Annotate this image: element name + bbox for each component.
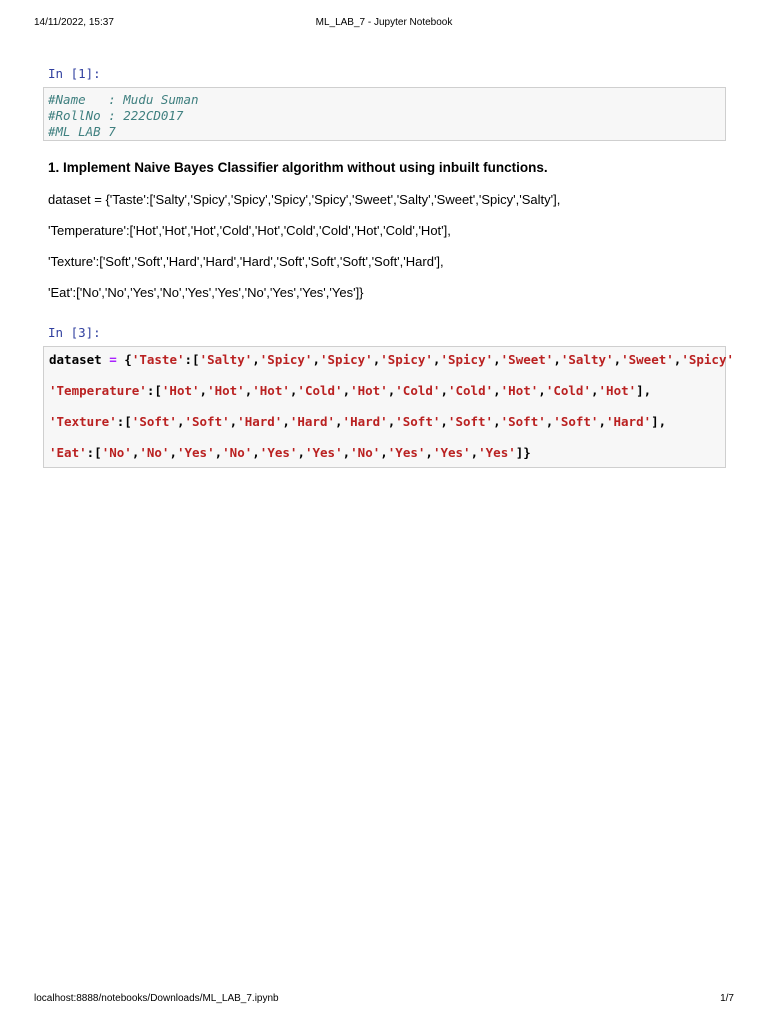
code-string: 'Cold' [297,383,343,398]
code-punct: , [289,383,298,398]
code-string: 'Temperature' [49,383,147,398]
code-string: 'Spicy' [259,352,313,367]
code-string: 'Hard' [289,414,336,429]
code-line-3 [49,414,666,429]
code-punct: , [372,352,381,367]
code-string: 'Soft' [447,414,494,429]
markdown-line: 'Eat':['No','No','Yes','No','Yes','Yes','No','Yes','Yes','Yes']} [48,285,364,300]
code-string: 'Yes' [176,445,215,460]
code-punct: , [425,445,433,460]
code-string: 'Yes' [259,445,298,460]
code-punct: { [124,352,132,367]
code-line-1 [49,352,734,367]
code-line-4 [49,445,531,460]
comment-line: #RollNo : 222CD017 [48,108,184,123]
code-line-2 [49,383,651,398]
code-punct: , [387,414,396,429]
code-punct: , [432,352,441,367]
code-punct: , [131,445,140,460]
code-string: 'No' [350,445,381,460]
code-punct: , [252,352,260,367]
code-string: 'Yes' [304,445,343,460]
code-string: 'Hot' [598,383,637,398]
code-var: dataset [49,352,102,367]
code-string: 'Soft' [395,414,441,429]
code-punct: , [282,414,290,429]
code-string: 'Hot' [252,383,290,398]
code-punct: , [312,352,320,367]
code-punct: :[ [146,383,162,398]
code-string: 'Salty' [560,352,614,367]
code-punct: :[ [184,352,200,367]
code-punct: , [244,383,253,398]
code-string: 'Hot' [350,383,388,398]
code-string: 'Soft' [553,414,599,429]
code-punct: , [387,383,396,398]
code-punct: , [342,383,351,398]
code-punct: , [199,383,208,398]
code-string: 'Hard' [605,414,652,429]
cell-3-prompt: In [3]: [48,325,101,340]
code-string: 'Hard' [237,414,283,429]
cell-1-prompt: In [1]: [48,66,101,81]
code-string: 'Yes' [432,445,471,460]
code-string: 'Spicy' [320,352,373,367]
code-string: 'Hard' [342,414,388,429]
code-punct: , [553,352,561,367]
markdown-heading: 1. Implement Naive Bayes Classifier algorithm without using inbuilt functions. [48,160,548,175]
code-string: 'Sweet' [621,352,674,367]
code-string: 'Eat' [49,445,87,460]
code-string: 'Hot' [500,383,539,398]
markdown-line: dataset = {'Taste':['Salty','Spicy','Spicy','Spicy','Spicy','Sweet','Salty','Sweet','Spicy','Salty'], [48,192,561,207]
code-punct: , [440,414,448,429]
code-string: 'Spicy' [440,352,494,367]
code-op: = [109,352,117,367]
code-punct: , [493,414,501,429]
code-string: 'Hot' [161,383,200,398]
code-string: 'Yes' [478,445,516,460]
code-punct: , [493,352,501,367]
comment-line: #Name : Mudu Suman [48,92,199,107]
code-punct: :[ [116,414,132,429]
code-punct: , [297,445,305,460]
markdown-line: 'Temperature':['Hot','Hot','Hot','Cold','Hot','Cold','Cold','Hot','Cold','Hot'], [48,223,451,238]
code-values [162,383,636,398]
code-punct: , [342,445,351,460]
code-string: 'Spicy' [380,352,433,367]
code-string: 'No' [222,445,253,460]
comment-line: #ML LAB 7 [48,124,116,139]
code-string: 'Spicy' [681,352,734,367]
code-punct: , [229,414,238,429]
code-values [200,352,734,367]
code-punct: ], [636,383,652,398]
code-string: 'Soft' [500,414,546,429]
code-punct: ], [651,414,667,429]
code-punct: , [545,414,554,429]
code-punct: :[ [86,445,102,460]
code-string: 'Cold' [395,383,441,398]
print-footer [34,993,734,1007]
code-cell-1[interactable] [43,87,726,141]
code-punct: , [470,445,479,460]
notebook-title: ML_LAB_7 - Jupyter Notebook [315,17,453,28]
code-punct: , [538,383,546,398]
page-url: localhost:8888/notebooks/Downloads/ML_LAB_7.ipynb [34,993,279,1004]
code-punct: , [335,414,343,429]
code-punct: , [176,414,185,429]
code-string: 'Texture' [49,414,117,429]
code-punct: ]} [515,445,531,460]
code-punct: , [493,383,501,398]
code-string: 'Soft' [131,414,177,429]
code-punct: , [169,445,177,460]
code-string: 'Taste' [131,352,185,367]
code-string: 'Yes' [387,445,426,460]
code-string: 'Hot' [207,383,245,398]
code-punct: , [252,445,260,460]
code-punct: , [613,352,622,367]
code-punct: , [590,383,599,398]
code-values [132,414,651,429]
code-punct: , [598,414,606,429]
print-header [34,17,734,31]
code-punct: , [380,445,388,460]
markdown-line: 'Texture':['Soft','Soft','Hard','Hard','Hard','Soft','Soft','Soft','Soft','Hard'], [48,254,444,269]
code-string: 'Cold' [545,383,591,398]
code-string: 'Sweet' [500,352,554,367]
code-punct: , [673,352,682,367]
code-string: 'Cold' [447,383,494,398]
code-string: 'No' [101,445,132,460]
print-datetime: 14/11/2022, 15:37 [34,17,114,28]
code-string: 'No' [139,445,170,460]
code-punct: , [440,383,448,398]
code-string: 'Soft' [184,414,230,429]
code-values [102,445,516,460]
code-string: 'Salty' [199,352,253,367]
page-number: 1/7 [720,993,734,1004]
code-cell-3[interactable] [43,346,734,468]
code-punct: , [214,445,223,460]
